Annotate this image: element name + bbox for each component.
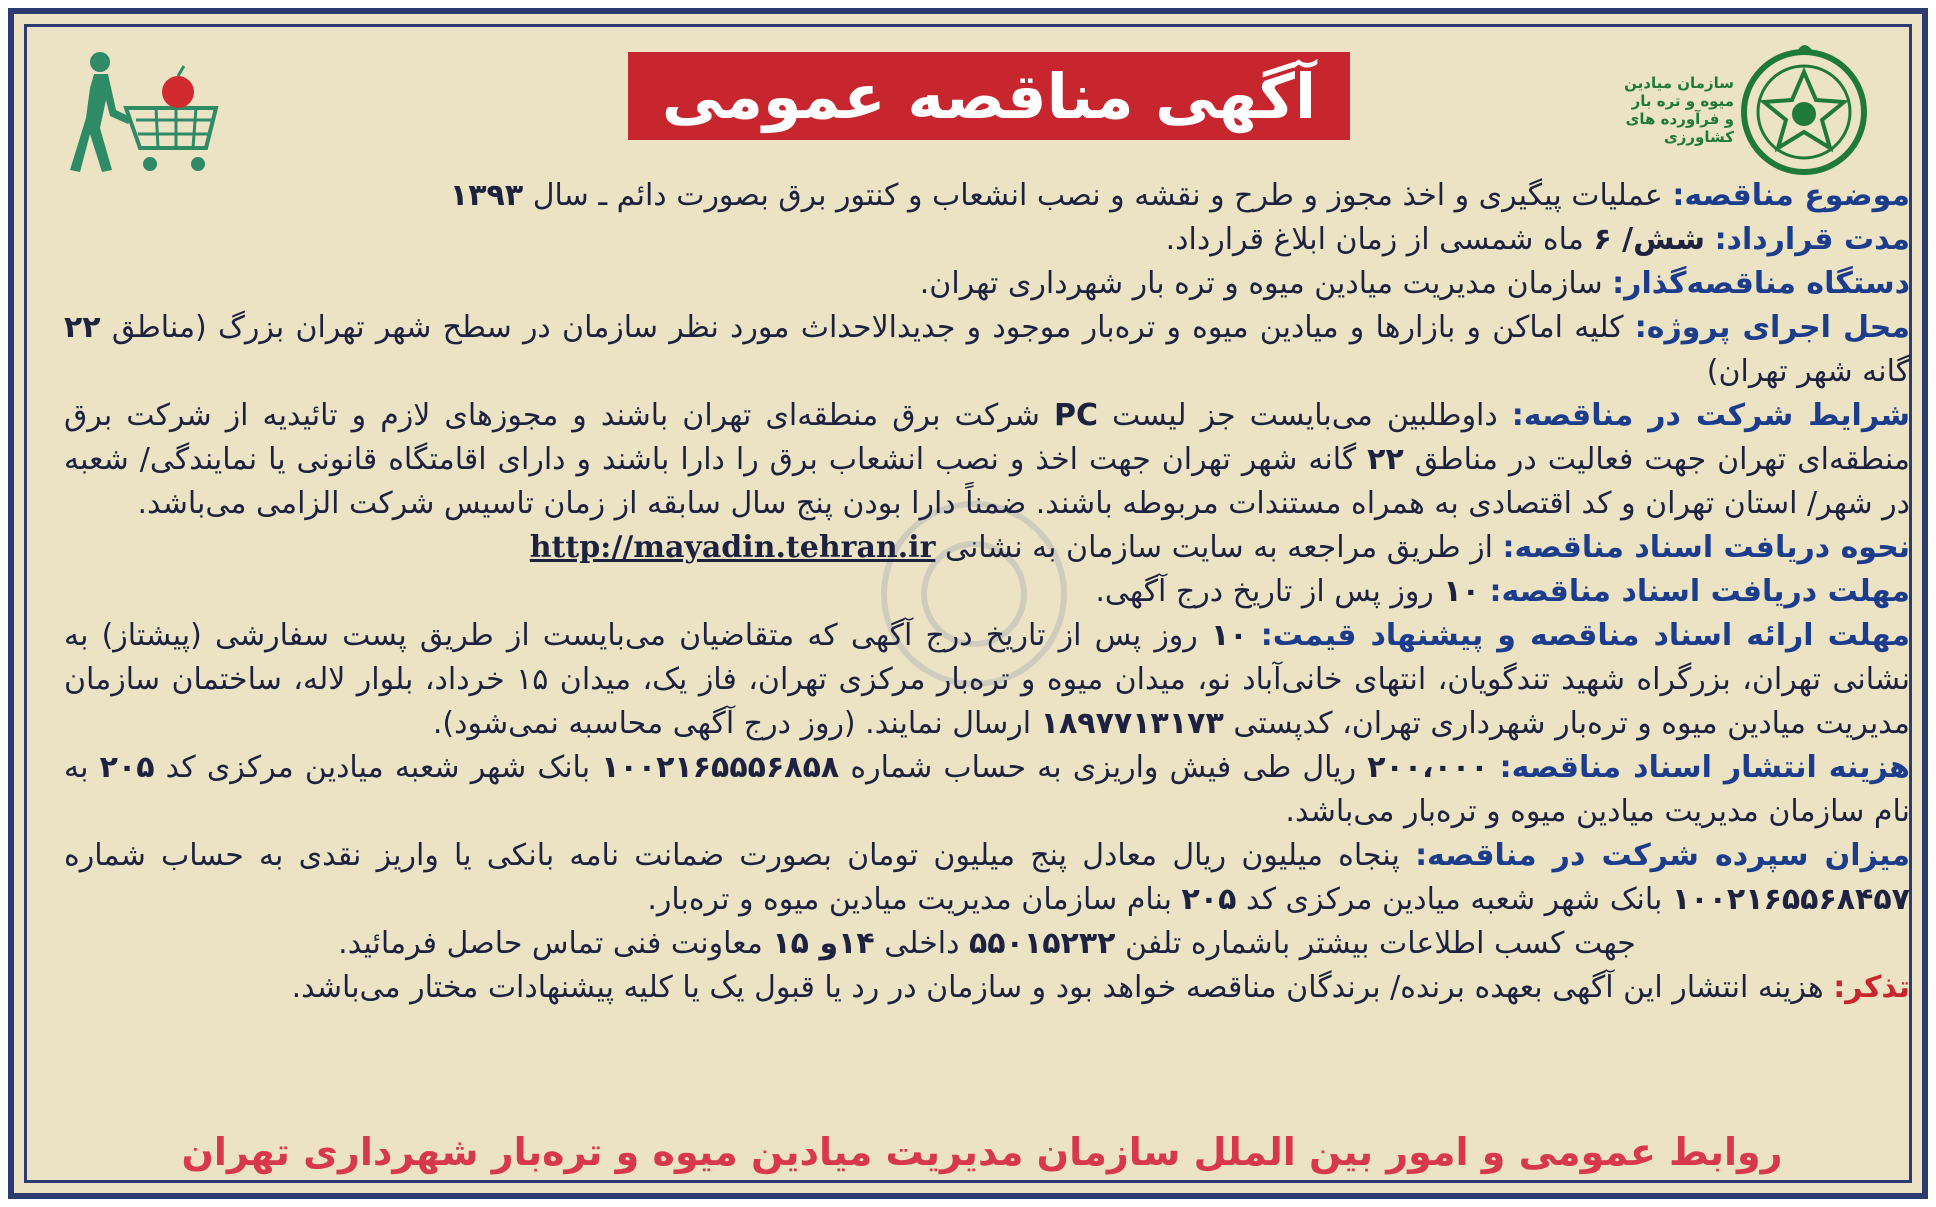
title-banner	[628, 52, 1350, 140]
notice-body	[64, 174, 1910, 1010]
conditions-line	[64, 394, 1910, 526]
location-text2-prefix: (مناطق	[111, 310, 207, 345]
fee-text-a: ریال طی فیش واریزی به حساب شماره	[850, 750, 1357, 785]
submit-postal: ۱۸۹۷۷۱۳۱۷۳	[1040, 706, 1224, 741]
conditions-pc: PC	[1053, 398, 1098, 433]
contact-text-a: جهت کسب اطلاعات بیشتر باشماره تلفن	[1125, 926, 1636, 961]
location-text2-suffix: گانه شهر تهران)	[1706, 354, 1910, 389]
org-name-line: و فرآورده های	[1625, 110, 1734, 128]
fee-text-b: بانک شهر شعبه میادین مرکزی کد	[165, 750, 591, 785]
docs-deadline-label: مهلت دریافت اسناد مناقصه:	[1489, 574, 1910, 609]
fee-text-c: به نام سازمان مدیریت میادین میوه و تره‌بار می‌باشد.	[64, 750, 1910, 829]
location-label: محل اجرای پروژه:	[1634, 310, 1910, 345]
subject-text: عملیات پیگیری و اخذ مجوز و طرح و نقشه و نصب انشعاب و کنتور برق بصورت دائم ـ سال	[532, 178, 1663, 213]
conditions-label: شرایط شرکت در مناقصه:	[1511, 398, 1910, 433]
submit-label: مهلت ارائه اسناد مناقصه و پیشنهاد قیمت:	[1260, 618, 1910, 653]
location-count: ۲۲	[64, 310, 101, 345]
docs-label: نحوه دریافت اسناد مناقصه:	[1502, 530, 1910, 565]
footer-signature: روابط عمومی و امور بین الملل سازمان مدیریت میادین میوه و تره‌بار شهرداری تهران	[181, 1130, 1783, 1174]
org-name-line: سازمان میادین	[1624, 74, 1734, 92]
docs-deadline-value: ۱۰	[1443, 574, 1480, 609]
contact-text-b: داخلی	[884, 926, 960, 961]
emblem-icon	[1734, 42, 1874, 182]
submit-text: روز پس از تاریخ درج آگهی که متقاضیان می‌بایست از طریق پست سفارشی (پیشتاز) به نشانی تهران، بزرگراه شهید تندگویان، انتهای خانی‌آباد نو، میدان میوه و تره‌بار مرکزی تهران، فاز یک، میدان ۱۵ خرداد، بلوار لاله، ساختمان سازمان مدیریت میادین میوه و تره‌بار شهرداری تهران، کدپستی	[64, 618, 1910, 741]
duration-text: ماه شمسی از زمان ابلاغ قرارداد.	[1165, 222, 1584, 257]
fee-amount: ۲۰۰،۰۰۰	[1367, 750, 1489, 785]
contact-ext: ۱۴و ۱۵	[772, 926, 875, 961]
org-name-line: کشاورزی	[1664, 128, 1734, 146]
note-label: تذکر:	[1833, 970, 1910, 1005]
docs-deadline-line	[64, 570, 1910, 614]
conditions-text-b: شرکت برق منطقه‌ای تهران باشند و مجوزهای لازم و تائیدیه از شرکت برق منطقه‌ای تهران جهت فعالیت در مناطق	[64, 398, 1910, 477]
org-name-line: میوه و تره بار	[1631, 92, 1734, 110]
organizer-text: سازمان مدیریت میادین میوه و تره بار شهرداری تهران.	[919, 266, 1603, 301]
note-text: هزینه انتشار این آگهی بعهده برنده/ برندگان مناقصه خواهد بود و سازمان در رد یا قبول یک یا کلیه پیشنهادات مختار می‌باشد.	[291, 970, 1824, 1005]
submit-value: ۱۰	[1210, 618, 1248, 653]
docs-text: از طریق مراجعه به سایت سازمان به نشانی	[944, 530, 1493, 565]
deposit-text2-b: بنام سازمان مدیریت میادین میوه و تره‌بار.	[647, 882, 1172, 917]
subject-year: ۱۳۹۳	[449, 178, 524, 213]
fee-account: ۱۰۰۲۱۶۵۵۵۶۸۵۸	[601, 750, 840, 785]
fee-label: هزینه انتشار اسناد مناقصه:	[1499, 750, 1910, 785]
shopping-cart-icon	[66, 48, 226, 178]
location-line	[64, 306, 1910, 394]
deposit-account: ۱۰۰۲۱۶۵۵۶۸۴۵۷	[1671, 882, 1910, 917]
conditions-text-a: داوطلبین می‌بایست جز لیست	[1112, 398, 1498, 433]
contact-line	[64, 922, 1910, 966]
duration-value: شش/ ۶	[1593, 222, 1706, 257]
subject-label: موضوع مناقصه:	[1672, 178, 1910, 213]
fee-code: ۲۰۵	[99, 750, 155, 785]
submit-line	[64, 614, 1910, 746]
conditions-text-c: گانه شهر تهران جهت اخذ و نصب انشعاب برق را دارا باشند و دارای اقامتگاه قانونی یا نمایندگی/ شعبه در شهر/ استان تهران و کد اقتصادی به همراه مستندات مربوطه باشند. ضمناً دارا بودن پنج سال سابقه از زمان تاسیس شرکت الزامی می‌باشد.	[64, 442, 1910, 521]
advertisement-page	[8, 8, 1928, 1199]
deposit-text: پنجاه میلیون ریال معادل پنج میلیون تومان بصورت ضمانت نامه بانکی یا واریز نقدی به حساب شماره	[64, 838, 1400, 873]
deposit-label: میزان سپرده شرکت در مناقصه:	[1415, 838, 1911, 873]
organization-name	[1584, 74, 1734, 146]
conditions-count: ۲۲	[1367, 442, 1404, 477]
deposit-text2-a: بانک شهر شعبه میادین مرکزی کد	[1245, 882, 1663, 917]
duration-label: مدت قرارداد:	[1714, 222, 1910, 257]
deposit-line	[64, 834, 1910, 922]
submit-text2: ارسال نمایند. (روز درج آگهی محاسبه نمی‌شود).	[432, 706, 1032, 741]
organizer-line	[64, 262, 1910, 306]
organizer-label: دستگاه مناقصه‌گذار:	[1612, 266, 1910, 301]
note-line	[64, 966, 1910, 1010]
contact-phone: ۵۵۰۱۵۲۳۲	[969, 926, 1116, 961]
fee-line	[64, 746, 1910, 834]
subject-line	[64, 174, 1910, 218]
location-text: کلیه اماکن و بازارها و میادین میوه و تره‌بار موجود و جدیدالاحداث مورد نظر سازمان در سطح شهر تهران بزرگ	[218, 310, 1624, 345]
page-title: آگهی مناقصه عمومی	[661, 59, 1317, 133]
docs-deadline-text: روز پس از تاریخ درج آگهی.	[1095, 574, 1434, 609]
contact-text-c: معاونت فنی تماس حاصل فرمائید.	[338, 926, 763, 961]
docs-line	[64, 526, 1910, 570]
deposit-code: ۲۰۵	[1181, 882, 1237, 917]
docs-url-link[interactable]: http://mayadin.tehran.ir	[529, 530, 936, 565]
organization-logo	[1584, 42, 1884, 182]
duration-line	[64, 218, 1910, 262]
